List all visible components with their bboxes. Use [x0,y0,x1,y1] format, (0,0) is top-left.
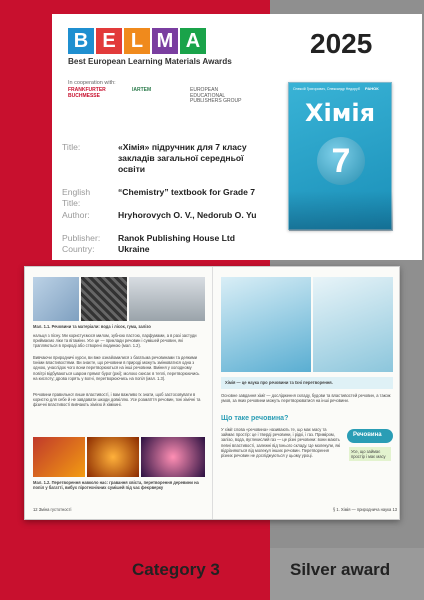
photo-fireworks [141,437,205,477]
cover-publisher: РАНОК [365,86,379,91]
cover-title: Хімія [305,99,375,127]
info-value: Ranok Publishing House Ltd [118,233,235,243]
partner-eepg: EUROPEAN EDUCATIONAL PUBLISHERS GROUP [190,87,242,104]
right-page [213,267,400,520]
info-label: Author: [62,210,90,220]
partner-iartem: IARTEM [132,87,152,93]
left-page [25,267,213,520]
info-label: Country: [62,244,95,254]
info-label: Publisher: [62,233,101,243]
photo-fruit [33,437,85,477]
logo-letter: M [152,28,178,54]
left-body-2: Вивчаючи природничі курси, ви вже ознайомилися з багатьма речовинами та деякими їхніми властивостями. Ви знаєте, що речовини в природі можуть змінюватися одна з одною, унаслідок чого вони перетворюються на інші речовини. Вміння у холодному повітрі відбуваються шаром прямої бурої (ржі); молоко скисає в теплі, перетворюючись на кислоту; дрова горять у вогні, перетворюючись на попіл (мал. 1.3). [33,355,200,381]
info-label: English Title: [62,187,91,208]
partner-frankfurt: FRANKFURTER BUCHMESSE [68,87,106,99]
cover-authors: Олексій Григорович, Олександр Недоруб [293,87,360,91]
left-caption-2: Мал. 1.2. Перетворення навколо нас: гравання хвіста, перетворення деревини на попіл у багатті, вибух піротехнічних сумішей під час феєрверку [33,480,199,491]
logo-letter: E [96,28,122,54]
info-value: “Chemistry” textbook for Grade 7 [118,187,256,197]
logo-letter: A [180,28,206,54]
photo-fire [87,437,139,477]
category-label: Category 3 [132,560,220,579]
cooperation-label: In cooperation with: [68,80,116,86]
cover-illustration [289,191,393,231]
book-spread [24,266,400,520]
right-body-2: У хімії слова «речовина» називають те, що має масу та займає простір: це і тверді речовини, і рідкі, і газ. Приміром, залізо, вода, вуглекислий газ — це різні речовини: вони мають певні властивості, залежні від їхнього складу. Це молекули, які відрізняються від молекул інших речовин. Перетворення різних речовин не досліджуються у цьому уроці. [221,427,341,459]
belma-logo [68,28,206,54]
cover-flask-icon [317,137,365,185]
term-badge [347,429,393,443]
term-title: Речовина [353,432,382,438]
photo-tire [81,277,127,321]
award-label: Silver award [290,560,391,579]
left-caption-1: Мал. 1.1. Речовини та матеріали: вода і лісок, гума, залізо [33,324,151,329]
cover-grade: 7 [331,141,351,180]
info-value: Ukraine [118,244,150,254]
left-footer: 12 Зміна густотності [33,507,72,512]
photo-metal [129,277,205,321]
photo-water [33,277,79,321]
left-body-1: нальця з пісну. Ми користуємося милом, зубною пастою, парфумами, а в разі застуди приймаємо ліки та вітаміни. Усе це — приклади речовин і сумішей речовин, які трапляються в природі або створені людиною (мал. 1.2). [33,333,197,349]
logo-letter: L [124,28,150,54]
info-value: Hryhorovych O. V., Nedorub O. Yu [118,210,257,220]
info-value: «Хімія» підручник для 7 класу закладів загальної середньої освіти [118,142,247,174]
photo-flasks [313,277,393,372]
right-body-1: Основне завдання хімії — дослідження складу, будови та властивостей речовин, а також умов, за яких речовини можуть перетворюватися на інші речовини. [221,393,391,404]
award-year: 2025 [310,28,373,59]
left-body-3: Речовини правильної лише властивості, і вам важливо їх знати, щоб застосовувати в користю для себе й не завдавати шкоди довкіллю. Усе розмаїття речовин, їхні хімічні та фізичні властивості вивчають хімією й хімікині. [33,392,201,408]
definition-callout [221,377,393,389]
logo-tagline: Best European Learning Materials Awards [68,57,232,66]
info-label: Title: [62,142,81,152]
callout-text: Хімія — це наука про речовини та їхні перетворення. [225,380,333,385]
book-cover [288,82,392,230]
photo-lab [221,277,311,372]
logo-letter: B [68,28,94,54]
section-heading: Що таке речовина? [221,415,289,422]
term-definition: Усе, що займає простір і має масу [349,447,391,461]
right-footer: § 1. Хімія — природнича наука 13 [332,507,397,512]
